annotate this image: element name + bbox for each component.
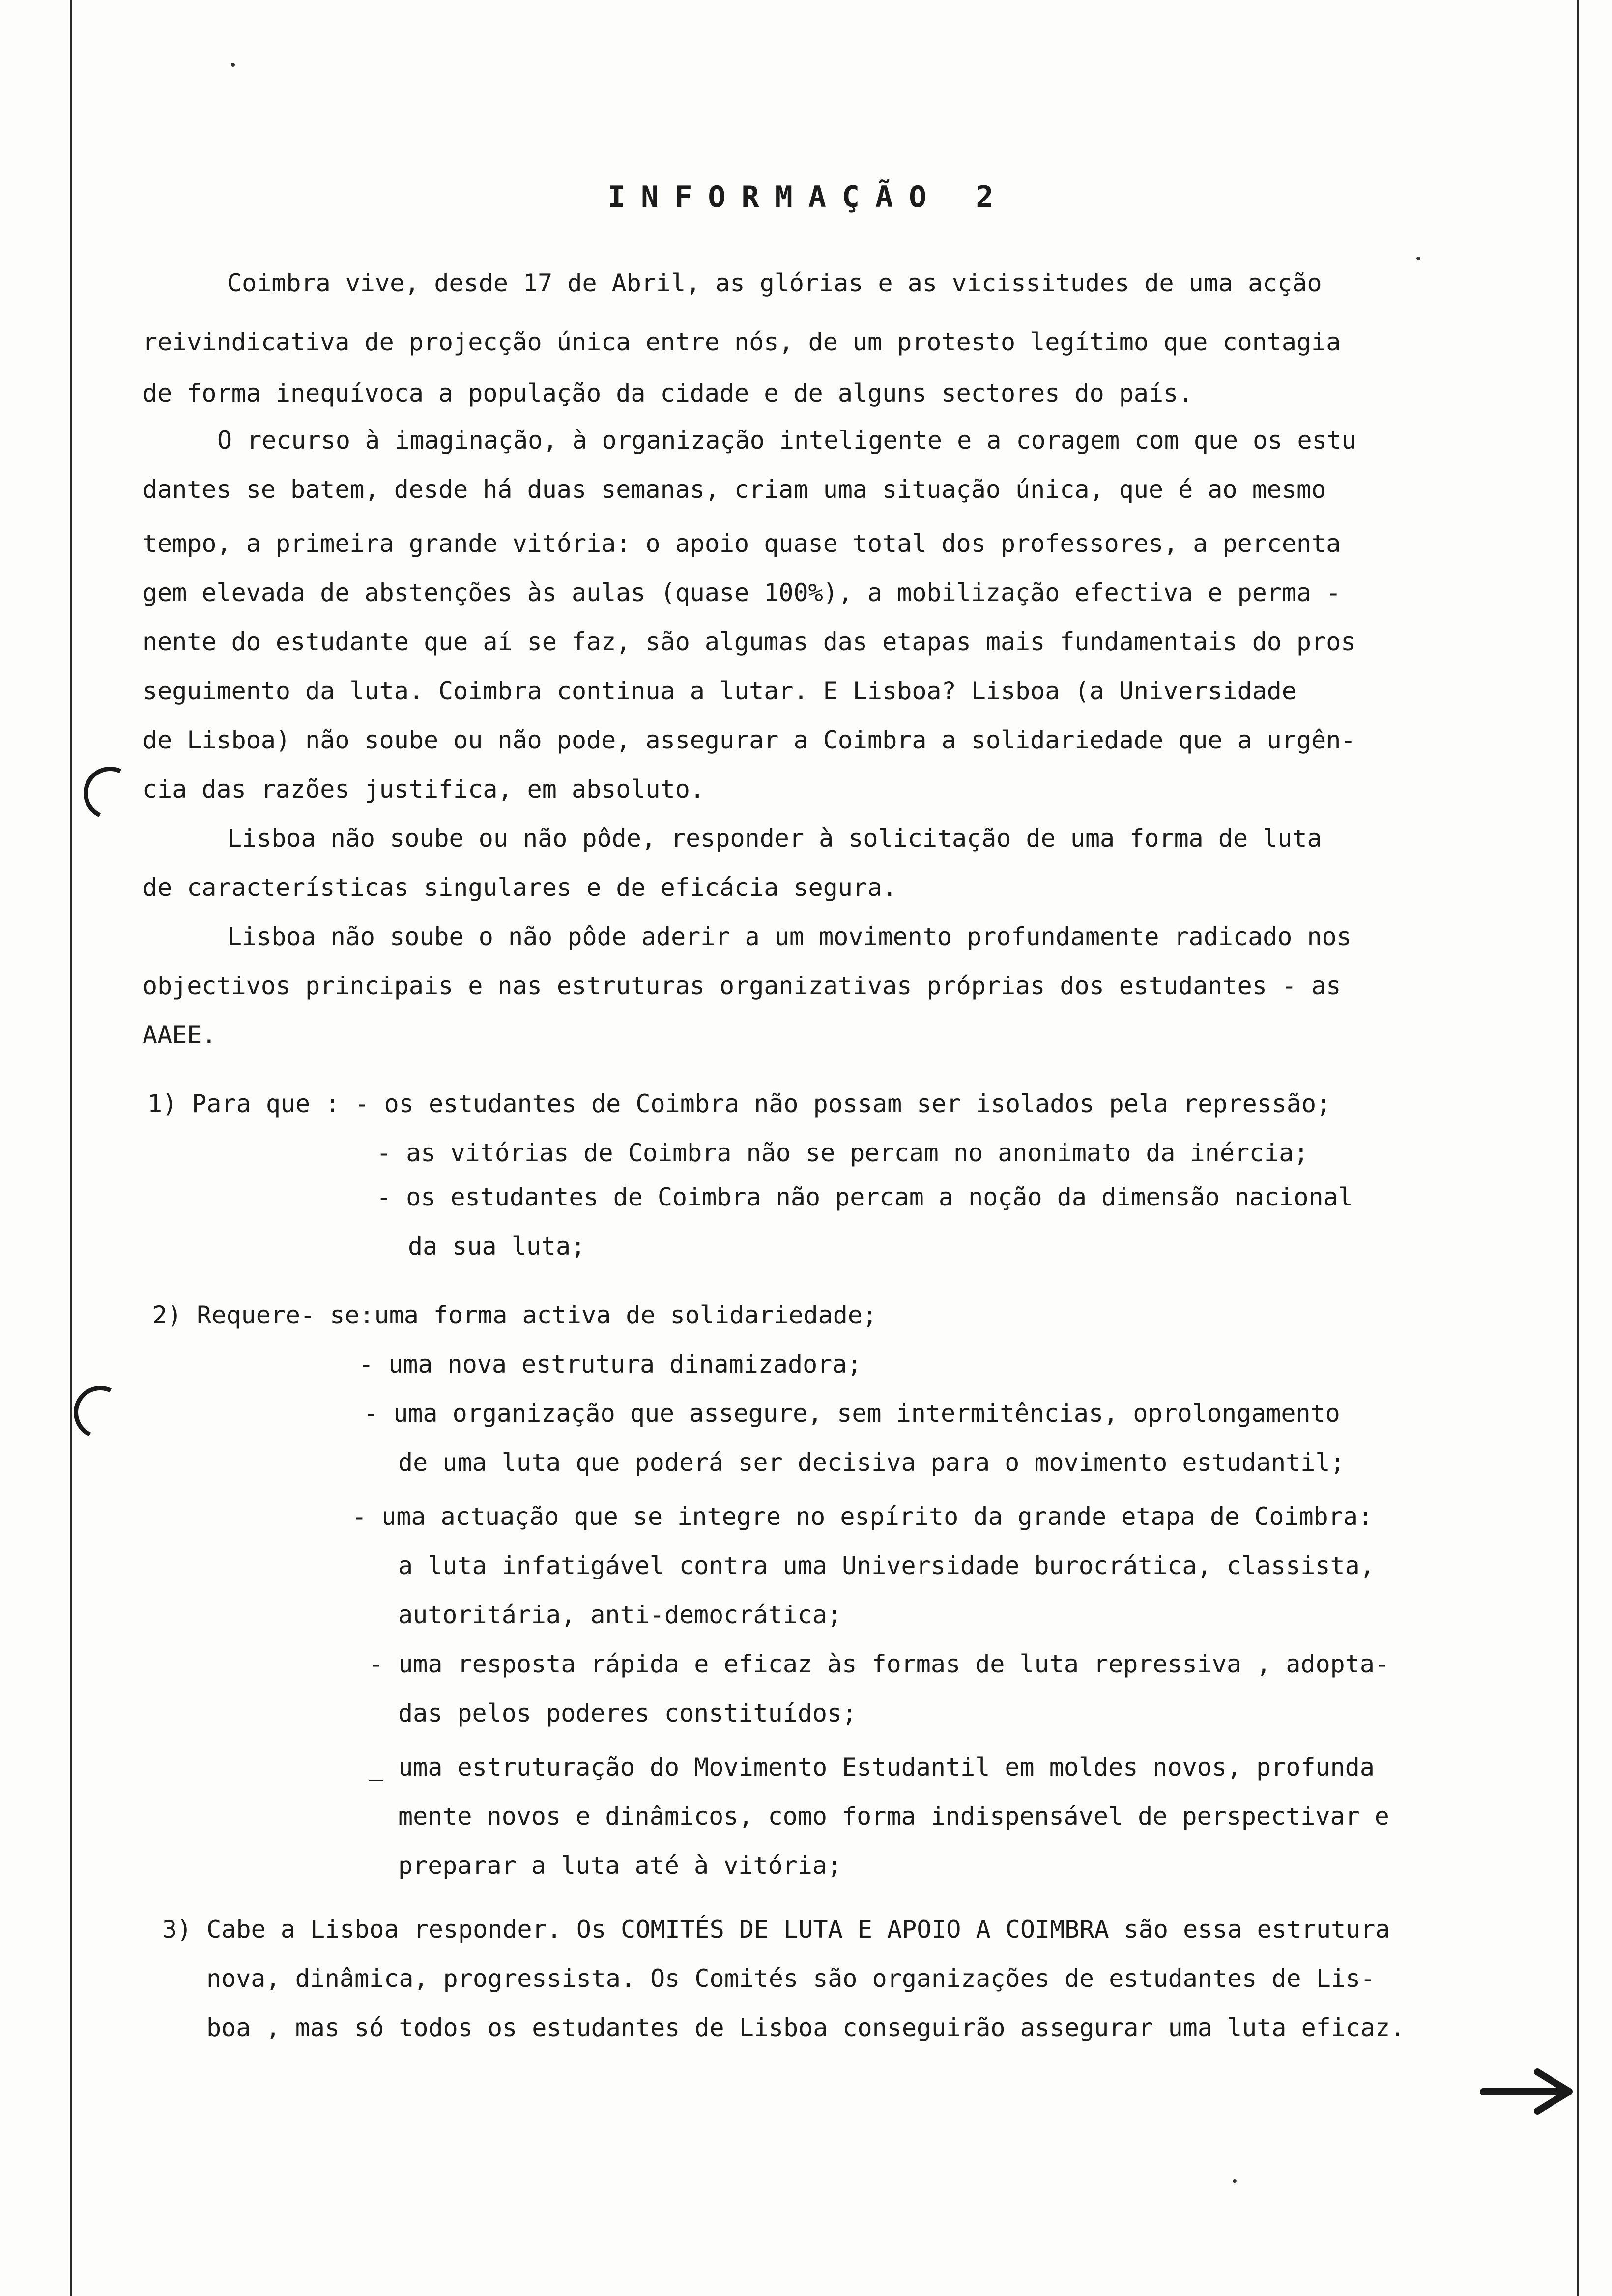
- text-line: a luta infatigável contra uma Universidade burocrática, classista,: [398, 1551, 1375, 1580]
- text-line: cia das razões justifica, em absoluto.: [143, 775, 705, 804]
- punch-hole-mark: [76, 759, 144, 827]
- list-item-1: 1) Para que : - os estudantes de Coimbra não possam ser isolados pela repressão;: [147, 1090, 1331, 1118]
- list-item-3: 3) Cabe a Lisboa responder. Os COMITÉS DE LUTA E APOIO A COIMBRA são essa estrutura: [162, 1915, 1390, 1944]
- text-line: das pelos poderes constituídos;: [398, 1699, 857, 1727]
- document-title: INFORMAÇÃO 2: [607, 180, 1009, 214]
- continue-arrow-icon: [1478, 2062, 1577, 2121]
- text-line: preparar a luta até à vitória;: [398, 1851, 842, 1880]
- text-line: - os estudantes de Coimbra não percam a noção da dimensão nacional: [376, 1183, 1353, 1211]
- text-line: de características singulares e de eficácia segura.: [143, 873, 897, 902]
- text-line: de uma luta que poderá ser decisiva para o movimento estudantil;: [398, 1448, 1345, 1477]
- text-line: - uma organização que assegure, sem intermitências, oprolongamento: [364, 1399, 1340, 1428]
- text-line: autoritária, anti-democrática;: [398, 1601, 842, 1629]
- ink-speck: [1233, 2179, 1237, 2183]
- text-line: seguimento da luta. Coimbra continua a lutar. E Lisboa? Lisboa (a Universidade: [143, 677, 1296, 705]
- text-line: boa , mas só todos os estudantes de Lisboa conseguirão assegurar uma luta eficaz.: [206, 2013, 1405, 2042]
- text-line: - uma nova estrutura dinamizadora;: [359, 1350, 862, 1378]
- text-line: Coimbra vive, desde 17 de Abril, as glórias e as vicissitudes de uma acção: [227, 269, 1322, 297]
- text-line: - uma resposta rápida e eficaz às formas de luta repressiva , adopta-: [369, 1650, 1390, 1678]
- text-line: reivindicativa de projecção única entre nós, de um protesto legítimo que contagia: [143, 328, 1341, 356]
- text-line: - as vitórias de Coimbra não se percam no anonimato da inércia;: [376, 1139, 1309, 1167]
- text-line: O recurso à imaginação, à organização inteligente e a coragem com que os estu: [217, 426, 1356, 455]
- text-line: mente novos e dinâmicos, como forma indispensável de perspectivar e: [398, 1802, 1389, 1831]
- text-line: Lisboa não soube o não pôde aderir a um movimento profundamente radicado nos: [227, 922, 1352, 951]
- list-item-2: 2) Requere- se:uma forma activa de solidariedade;: [152, 1301, 878, 1329]
- ink-speck: [231, 63, 235, 67]
- text-line: AAEE.: [143, 1021, 217, 1049]
- punch-hole-mark: [66, 1378, 134, 1446]
- text-line: tempo, a primeira grande vitória: o apoio quase total dos professores, a percenta: [143, 529, 1341, 558]
- text-line: Lisboa não soube ou não pôde, responder à solicitação de uma forma de luta: [227, 824, 1322, 853]
- right-page-edge: [1577, 0, 1579, 2296]
- text-line: _ uma estruturação do Movimento Estudantil em moldes novos, profunda: [369, 1753, 1375, 1781]
- text-line: nova, dinâmica, progressista. Os Comités são organizações de estudantes de Lis-: [206, 1964, 1376, 1993]
- text-line: da sua luta;: [408, 1232, 586, 1261]
- text-line: nente do estudante que aí se faz, são algumas das etapas mais fundamentais do pros: [143, 628, 1356, 656]
- left-page-edge: [70, 0, 72, 2296]
- text-line: gem elevada de abstenções às aulas (quase 100%), a mobilização efectiva e perma -: [143, 578, 1341, 607]
- ink-speck: [1416, 257, 1420, 260]
- text-line: de Lisboa) não soube ou não pode, assegurar a Coimbra a solidariedade que a urgên-: [143, 726, 1356, 754]
- text-line: objectivos principais e nas estruturas organizativas próprias dos estudantes - as: [143, 972, 1341, 1000]
- text-line: de forma inequívoca a população da cidade e de alguns sectores do país.: [143, 379, 1193, 407]
- text-line: dantes se batem, desde há duas semanas, criam uma situação única, que é ao mesmo: [143, 475, 1326, 504]
- text-line: - uma actuação que se integre no espírito da grande etapa de Coimbra:: [352, 1502, 1373, 1531]
